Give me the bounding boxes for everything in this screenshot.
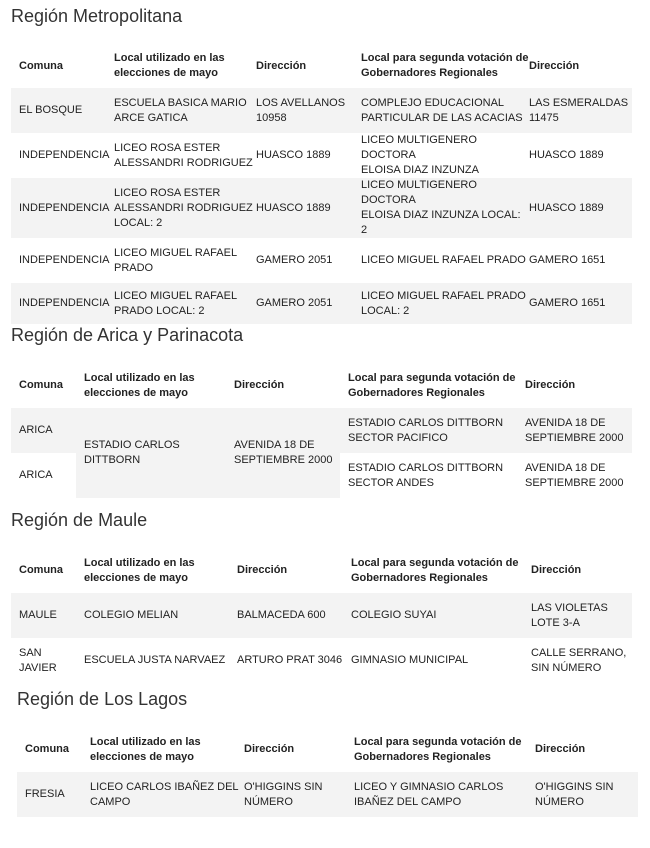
header-direccion-2: Dirección [531,564,582,576]
table-row [11,133,632,178]
cell-comuna: SAN JAVIER [19,646,57,674]
cell-direccion-2: LAS VIOLETAS LOTE 3-A [531,601,608,629]
cell-direccion: GAMERO 2051 [256,254,333,266]
cell-local-mayo: LICEO MIGUEL RAFAEL PRADO [114,246,238,274]
section-title-metropolitana: Región Metropolitana [11,6,183,26]
cell-local-segunda: LICEO MULTIGENERO DOCTORA ELOISA DIAZ INZUNZA LOCAL: 2 [361,179,521,236]
cell-local-segunda: LICEO MULTIGENERO DOCTORA ELOISA DIAZ INZUNZA [361,134,479,176]
cell-local-mayo: LICEO ROSA ESTER ALESSANDRI RODRIGUEZ LOCAL: 2 [114,186,253,229]
table-header-row [11,44,632,88]
table-row [340,453,632,498]
cell-direccion: GAMERO 2051 [256,297,333,309]
header-local-mayo: Local utilizado en las elecciones de mayo [90,735,201,763]
cell-local-segunda: LICEO MIGUEL RAFAEL PRADO LOCAL: 2 [361,289,526,317]
section-title-maule: Región de Maule [11,510,148,530]
table-row [340,408,632,453]
cell-local-mayo: LICEO ROSA ESTER ALESSANDRI RODRIGUEZ [114,141,253,169]
cell-direccion: BALMACEDA 600 [237,609,326,621]
header-comuna: Comuna [25,743,69,755]
cell-direccion-2: LAS ESMERALDAS 11475 [529,96,629,124]
table-header-row [11,548,632,593]
header-direccion: Dirección [244,743,295,755]
header-local-segunda: Local para segunda votación de Gobernadores Regionales [361,52,529,79]
cell-local-mayo: ESCUELA BASICA MARIO ARCE GATICA [114,96,247,124]
header-direccion: Dirección [234,379,285,391]
table-header-row [11,363,632,408]
cell-direccion: HUASCO 1889 [256,149,331,161]
cell-local-mayo: LICEO MIGUEL RAFAEL PRADO LOCAL: 2 [114,289,238,317]
table-row [17,772,638,817]
section-title-arica: Región de Arica y Parinacota [11,325,244,345]
cell-comuna: INDEPENDENCIA [19,149,110,161]
cell-comuna: INDEPENDENCIA [19,201,110,214]
table-row [11,88,632,133]
cell-direccion-2: HUASCO 1889 [529,149,604,161]
cell-direccion: AVENIDA 18 DE SEPTIEMBRE 2000 [234,439,333,466]
cell-direccion: LOS AVELLANOS 10958 [256,96,346,124]
merged-cell-group [76,408,340,498]
header-local-segunda: Local para segunda votación de Gobernadores Regionales [348,371,516,399]
table-row [11,408,76,453]
header-comuna: Comuna [19,379,63,391]
cell-comuna: ARICA [19,424,53,436]
table-row [11,638,632,683]
cell-local-segunda: ESTADIO CARLOS DITTBORN SECTOR PACIFICO [348,416,504,444]
header-direccion: Dirección [237,564,288,576]
cell-direccion-2: GAMERO 1651 [529,254,606,266]
cell-comuna: INDEPENDENCIA [19,254,110,266]
cell-local-segunda: ESTADIO CARLOS DITTBORN SECTOR ANDES [348,461,504,489]
header-direccion-2: Dirección [529,59,580,72]
table-row [11,238,632,283]
header-local-mayo: Local utilizado en las elecciones de mayo [84,556,195,584]
table-row [11,593,632,638]
table-row [11,283,632,324]
cell-comuna: MAULE [19,609,57,621]
header-direccion-2: Dirección [525,379,576,391]
header-local-segunda: Local para segunda votación de Gobernadores Regionales [354,735,522,763]
header-direccion-2: Dirección [535,743,586,755]
table-row [11,178,632,238]
cell-local-mayo: COLEGIO MELIAN [84,609,179,621]
cell-comuna: EL BOSQUE [19,104,83,116]
cell-direccion-2: O'HIGGINS SIN NÚMERO [535,780,614,808]
cell-direccion: O'HIGGINS SIN NÚMERO [244,780,323,808]
table-row [11,453,76,498]
cell-local-mayo: ESCUELA JUSTA NARVAEZ [84,654,226,666]
cell-direccion-2: AVENIDA 18 DE SEPTIEMBRE 2000 [525,461,624,489]
cell-direccion: ARTURO PRAT 3046 [237,654,343,666]
cell-comuna: INDEPENDENCIA [19,297,110,309]
cell-local-segunda: COMPLEJO EDUCACIONAL PARTICULAR DE LAS ACACIAS [361,96,523,124]
header-local-mayo: Local utilizado en las elecciones de mayo [114,52,225,79]
cell-direccion-2: GAMERO 1651 [529,297,606,309]
section-title-lagos: Región de Los Lagos [17,689,188,709]
header-local-mayo: Local utilizado en las elecciones de mayo [84,371,195,399]
cell-local-segunda: LICEO Y GIMNASIO CARLOS IBAÑEZ DEL CAMPO [354,780,504,808]
cell-direccion-2: HUASCO 1889 [529,201,604,214]
cell-local-mayo: ESTADIO CARLOS DITTBORN [84,439,180,466]
cell-local-segunda: GIMNASIO MUNICIPAL [351,654,469,666]
cell-direccion: HUASCO 1889 [256,201,331,214]
cell-local-segunda: LICEO MIGUEL RAFAEL PRADO [361,254,526,266]
cell-direccion-2: AVENIDA 18 DE SEPTIEMBRE 2000 [525,416,624,444]
table-header-row [17,727,638,772]
cell-comuna: ARICA [19,469,53,481]
cell-local-segunda: COLEGIO SUYAI [351,609,437,621]
cell-local-mayo: LICEO CARLOS IBAÑEZ DEL CAMPO [90,780,239,808]
header-comuna: Comuna [19,564,63,576]
cell-comuna: FRESIA [25,788,65,800]
header-direccion: Dirección [256,59,307,72]
header-comuna: Comuna [19,59,63,72]
cell-direccion-2: CALLE SERRANO, SIN NÚMERO [531,646,627,674]
header-local-segunda: Local para segunda votación de Gobernadores Regionales [351,556,519,584]
